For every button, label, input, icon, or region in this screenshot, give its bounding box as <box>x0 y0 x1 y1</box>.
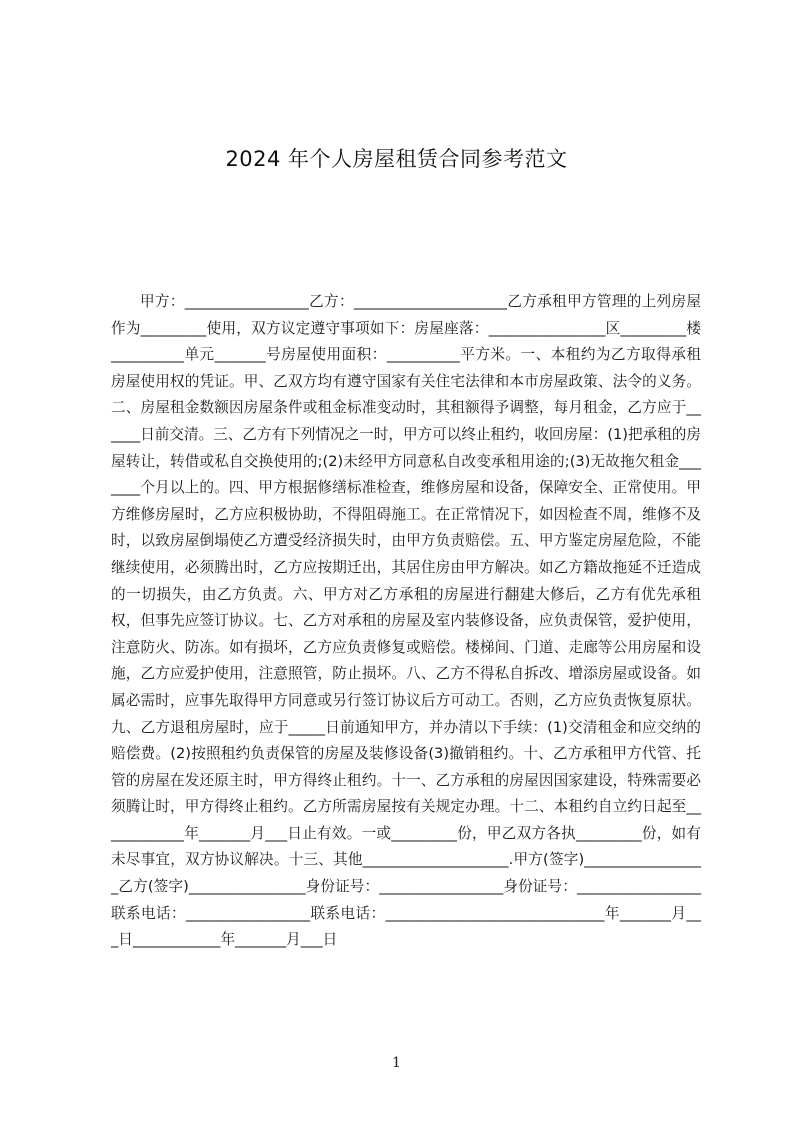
document-title: 2024 年个人房屋租赁合同参考范文 <box>225 147 568 171</box>
page-number: 1 <box>392 1055 401 1071</box>
contract-body: 甲方：_________________乙方：_____________________乙方承租甲方管理的上列房屋作为_________使用，双方议定遵守事项如下：房屋座落：________________区_________楼__________单元_______号房屋使用面积：__________平方米。一、本租约为乙方取得承租房屋使用权的凭证。甲、乙双方均有遵守国家有关住宅法律和本市房屋政策、法令的义务。二、房屋租金数额因房屋条件或租金标准变动时，其租额得予调整，每月租金，乙方应于______日前交清。三、乙方有下列情况之一时，甲方可以终止租约，收回房屋：(1)把承租的房屋转让，转借或私自交换使用的;(2)未经甲方同意私自改变承租用途的;(3)无故拖欠租金_______个月以上的。四、甲方根据修缮标准检查，维修房屋和设备，保障安全、正常使用。甲方维修房屋时，乙方应积极协助，不得阻碍施工。在正常情况下，如因检查不周，维修不及时，以致房屋倒塌使乙方遭受经济损失时，由甲方负责赔偿。五、甲方鉴定房屋危险，不能继续使用，必须腾出时，乙方应按期迁出，其居住房由甲方解决。如乙方籍故拖延不迁造成的一切损失，由乙方负责。六、甲方对乙方承租的房屋进行翻建大修后，乙方有优先承租权，但事先应签订协议。七、乙方对承租的房屋及室内装修设备，应负责保管，爱护使用，注意防火、防冻。如有损坏，乙方应负责修复或赔偿。楼梯间、门道、走廊等公用房屋和设施，乙方应爱护使用，注意照管，防止损坏。八、乙方不得私自拆改、增添房屋或设备。如属必需时，应事先取得甲方同意或另行签订协议后方可动工。否则，乙方应负责恢复原状。九、乙方退租房屋时，应于_____日前通知甲方，并办清以下手续：(1)交清租金和应交纳的赔偿费。(2)按照租约负责保管的房屋及装修设备(3)撤销租约。十、乙方承租甲方代管、托管的房屋在发还原主时，甲方得终止租约。十一、乙方承租的房屋因国家建设，特殊需要必须腾让时，甲方得终止租约。乙方所需房屋按有关规定办理。十二、本租约自立约日起至____________年_______月___日止有效。一或_________份，甲乙双方各执_________份，如有未尽事宜，双方协议解决。十三、其他____________________.甲方(签字)_________________乙方(签字)________________身份证号：_________________身份证号：_________________联系电话：_________________联系电话：______________________________年_______月___日____________年_______月___日 <box>111 293 701 949</box>
